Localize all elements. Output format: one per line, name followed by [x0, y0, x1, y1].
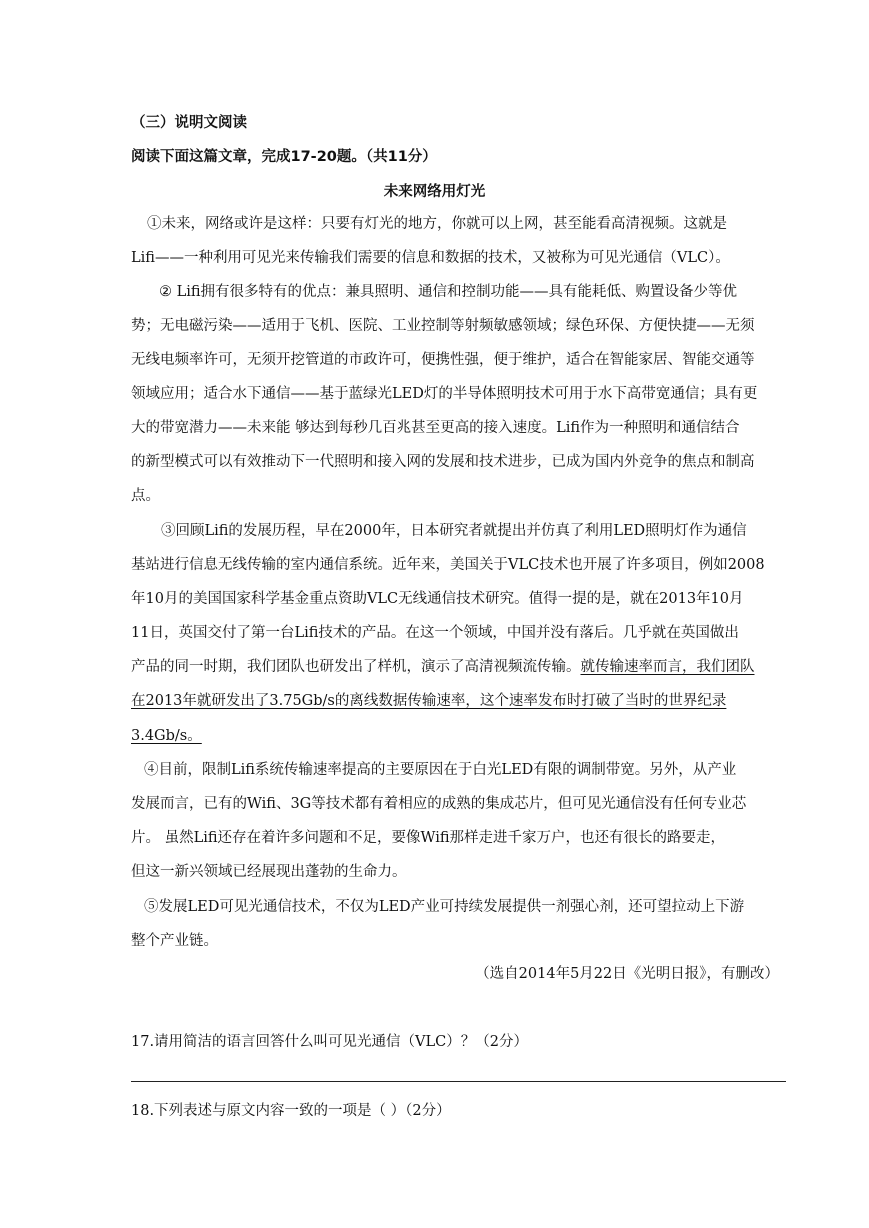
paragraph-5-line: 整个产业链。 — [131, 933, 218, 949]
paragraph-2-line: 领域应用；适合水下通信——基于蓝绿光LED灯的半导体照明技术可用于水下高带宽通信；具有更 — [131, 386, 758, 402]
paragraph-5-line: ⑤发展LED可见光通信技术，不仅为LED产业可持续发展提供一剂强心剂，还可望拉动上下游 — [144, 899, 745, 915]
paragraph-4-line: 但这一新兴领域已经展现出蓬勃的生命力。 — [131, 864, 407, 880]
paragraph-4-line: ④目前，限制Lifi系统传输速率提高的主要原因在于白光LED有限的调制带宽。另外，从产业 — [144, 762, 737, 778]
answer-line[interactable] — [131, 1081, 786, 1082]
paragraph-3-line — [131, 657, 791, 677]
paragraph-4-line: 发展而言，已有的Wifi、3G等技术都有着相应的成熟的集成芯片，但可见光通信没有任何专业芯 — [131, 796, 747, 812]
question-18: 18.下列表述与原文内容一致的一项是（ ）（2分） — [131, 1103, 451, 1119]
paragraph-3-text: 产品的同一时期，我们团队也研发出了样机，演示了高清视频流传输。 — [131, 659, 581, 675]
underlined-passage: 3.4Gb/s。 — [131, 728, 202, 744]
paragraph-2-line: ② Lifi拥有很多特有的优点：兼具照明、通信和控制功能——具有能耗低、购置设备少等优 — [159, 284, 738, 300]
question-17: 17.请用简洁的语言回答什么叫可见光通信（VLC）？（2分） — [131, 1034, 528, 1050]
underlined-passage: 就传输速率而言，我们团队 — [580, 659, 755, 675]
paragraph-3-line: 年10月的美国国家科学基金重点资助VLC无线通信技术研究。值得一提的是，就在2013年10月 — [131, 591, 744, 607]
article-title: 未来网络用灯光 — [383, 184, 486, 200]
paragraph-2-line: 的新型模式可以有效推动下一代照明和接入网的发展和技术进步，已成为国内外竞争的焦点和制高 — [131, 454, 755, 470]
paragraph-3-line: 11日，英国交付了第一台Lifi技术的产品。在这一个领域，中国并没有落后。几乎就在英国做出 — [131, 625, 739, 641]
section-heading: （三）说明文阅读 — [131, 115, 247, 131]
source-note: （选自2014年5月22日《光明日报》，有删改） — [475, 966, 779, 982]
paragraph-2-line: 势；无电磁污染——适用于飞机、医院、工业控制等射频敏感领域；绿色环保、方便快捷——无须 — [131, 318, 755, 334]
paragraph-4-line: 片。 虽然Lifi还存在着许多问题和不足，要像Wifi那样走进千家万户，也还有很长的路要走， — [131, 830, 726, 846]
instruction-text: 阅读下面这篇文章，完成17-20题。（共11分） — [131, 149, 437, 165]
paragraph-2-line: 无线电频率许可，无须开挖管道的市政许可，便携性强，便于维护，适合在智能家居、智能交通等 — [131, 352, 755, 368]
paragraph-1-line: Lifi——一种利用可见光来传输我们需要的信息和数据的技术，又被称为可见光通信（VLC）。 — [131, 250, 730, 266]
paragraph-2-line: 点。 — [131, 488, 160, 504]
paragraph-1-line: ①未来，网络或许是这样：只要有灯光的地方，你就可以上网，甚至能看高清视频。这就是 — [147, 216, 727, 232]
paragraph-3-line: 基站进行信息无线传输的室内通信系统。近年来，美国关于VLC技术也开展了许多项目，例如2008 — [131, 557, 765, 573]
paragraph-2-line: 大的带宽潜力——未来能 够达到每秒几百兆甚至更高的接入速度。Lifi作为一种照明和通信结合 — [131, 420, 740, 436]
paragraph-3-line: ③回顾Lifi的发展历程，早在2000年，日本研究者就提出并仿真了利用LED照明灯作为通信 — [161, 523, 747, 539]
underlined-passage: 在2013年就研发出了3.75Gb/s的离线数据传输速率，这个速率发布时打破了当时的世界纪录 — [131, 693, 727, 709]
